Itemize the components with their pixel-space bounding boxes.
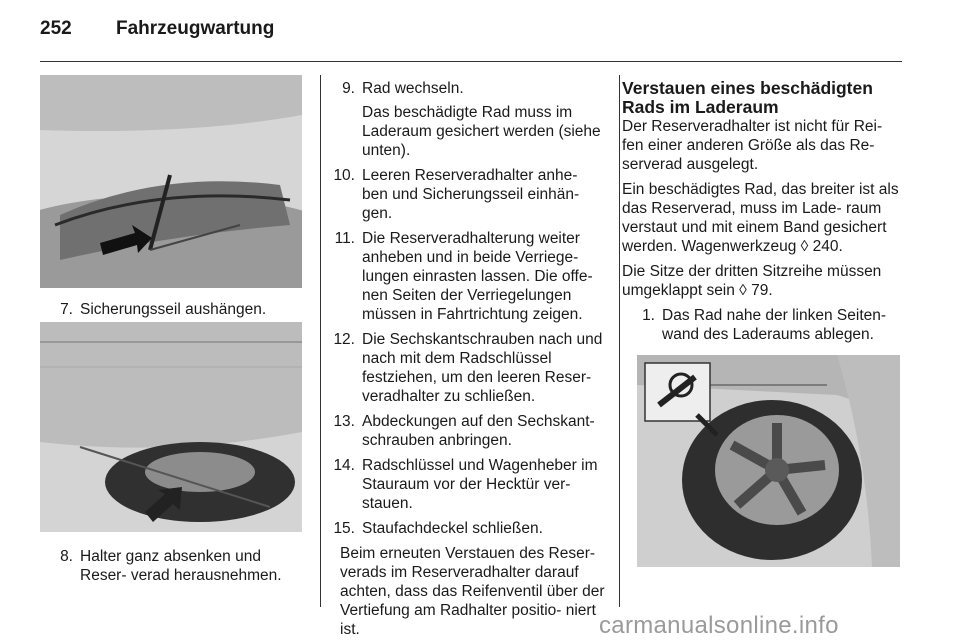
page-title: Fahrzeugwartung — [116, 18, 275, 39]
section-heading: Verstauen eines beschädigten Rads im Laderaum — [622, 78, 873, 117]
step-number: 15. — [333, 520, 355, 537]
step-text: Radschlüssel und Wagenheber im Stauraum vor der Hecktür ver- stauen. — [362, 457, 598, 512]
step-text: Leeren Reserveradhalter anhe- ben und Sicherungsseil einhän- gen. — [362, 167, 580, 222]
list-item — [322, 519, 606, 538]
step-text: Die Reserveradhalterung weiter anheben und in beide Verriege- lungen einrasten lassen. Die offe- nen Seiten der Verriegelungen müssen in Fahrtrichtung zeigen. — [362, 230, 593, 323]
step-subtext: Das beschädigte Rad muss im Laderaum gesichert werden (siehe unten). — [362, 104, 601, 159]
page-number: 252 — [40, 18, 72, 39]
list-item — [322, 456, 606, 513]
list-item — [322, 79, 606, 160]
step-number: 11. — [334, 230, 355, 247]
step-number: 13. — [333, 413, 355, 430]
step-text: Rad wechseln. — [362, 80, 464, 97]
step-number: 12. — [333, 331, 355, 348]
figure-release-cable — [40, 75, 302, 288]
list-item — [40, 547, 305, 585]
paragraph: Die Sitze der dritten Sitzreihe müssen umgeklappt sein ◊ 79. — [622, 263, 882, 299]
list-item — [322, 166, 606, 223]
step-number: 7. — [60, 301, 73, 318]
step-text: Das Rad nahe der linken Seiten- wand des Laderaums ablegen. — [662, 307, 887, 343]
paragraph: Ein beschädigtes Rad, das breiter ist als das Reserverad, muss im Lade- raum verstaut und mit einem Band gesichert werden. Wagenwerkzeug ◊ 240. — [622, 181, 899, 255]
step-text: Sicherungsseil aushängen. — [80, 301, 267, 318]
step-text: Abdeckungen auf den Sechskant- schrauben anbringen. — [362, 413, 595, 449]
list-item — [322, 330, 606, 406]
watermark: carmanualsonline.info — [599, 612, 839, 639]
note-paragraph: Beim erneuten Verstauen des Reser- verads im Reserveradhalter darauf achten, dass das Reifenventil über der Vertiefung am Radhalter positio- niert ist. — [340, 545, 605, 638]
step-text: Die Sechskantschrauben nach und nach mit dem Radschlüssel festziehen, um den leeren Reser- veradhalter zu schließen. — [362, 331, 603, 405]
step-number: 1. — [642, 307, 655, 324]
step-number: 8. — [60, 548, 73, 565]
header-rule — [40, 61, 902, 62]
column-divider — [320, 75, 321, 607]
figure-damaged-wheel — [637, 355, 900, 567]
column-divider — [619, 75, 620, 607]
list-item — [322, 412, 606, 450]
step-number: 10. — [333, 167, 355, 184]
step-text: Halter ganz absenken und Reser- verad herausnehmen. — [80, 548, 282, 584]
list-item — [622, 306, 902, 344]
list-item — [322, 229, 606, 324]
step-number: 9. — [342, 80, 355, 97]
step-number: 14. — [333, 457, 355, 474]
step-text: Staufachdeckel schließen. — [362, 520, 543, 537]
figure-lower-holder — [40, 322, 302, 532]
paragraph: Der Reserveradhalter ist nicht für Rei- fen einer anderen Größe als das Re- serverad ausgelegt. — [622, 118, 883, 173]
list-item — [40, 300, 305, 319]
